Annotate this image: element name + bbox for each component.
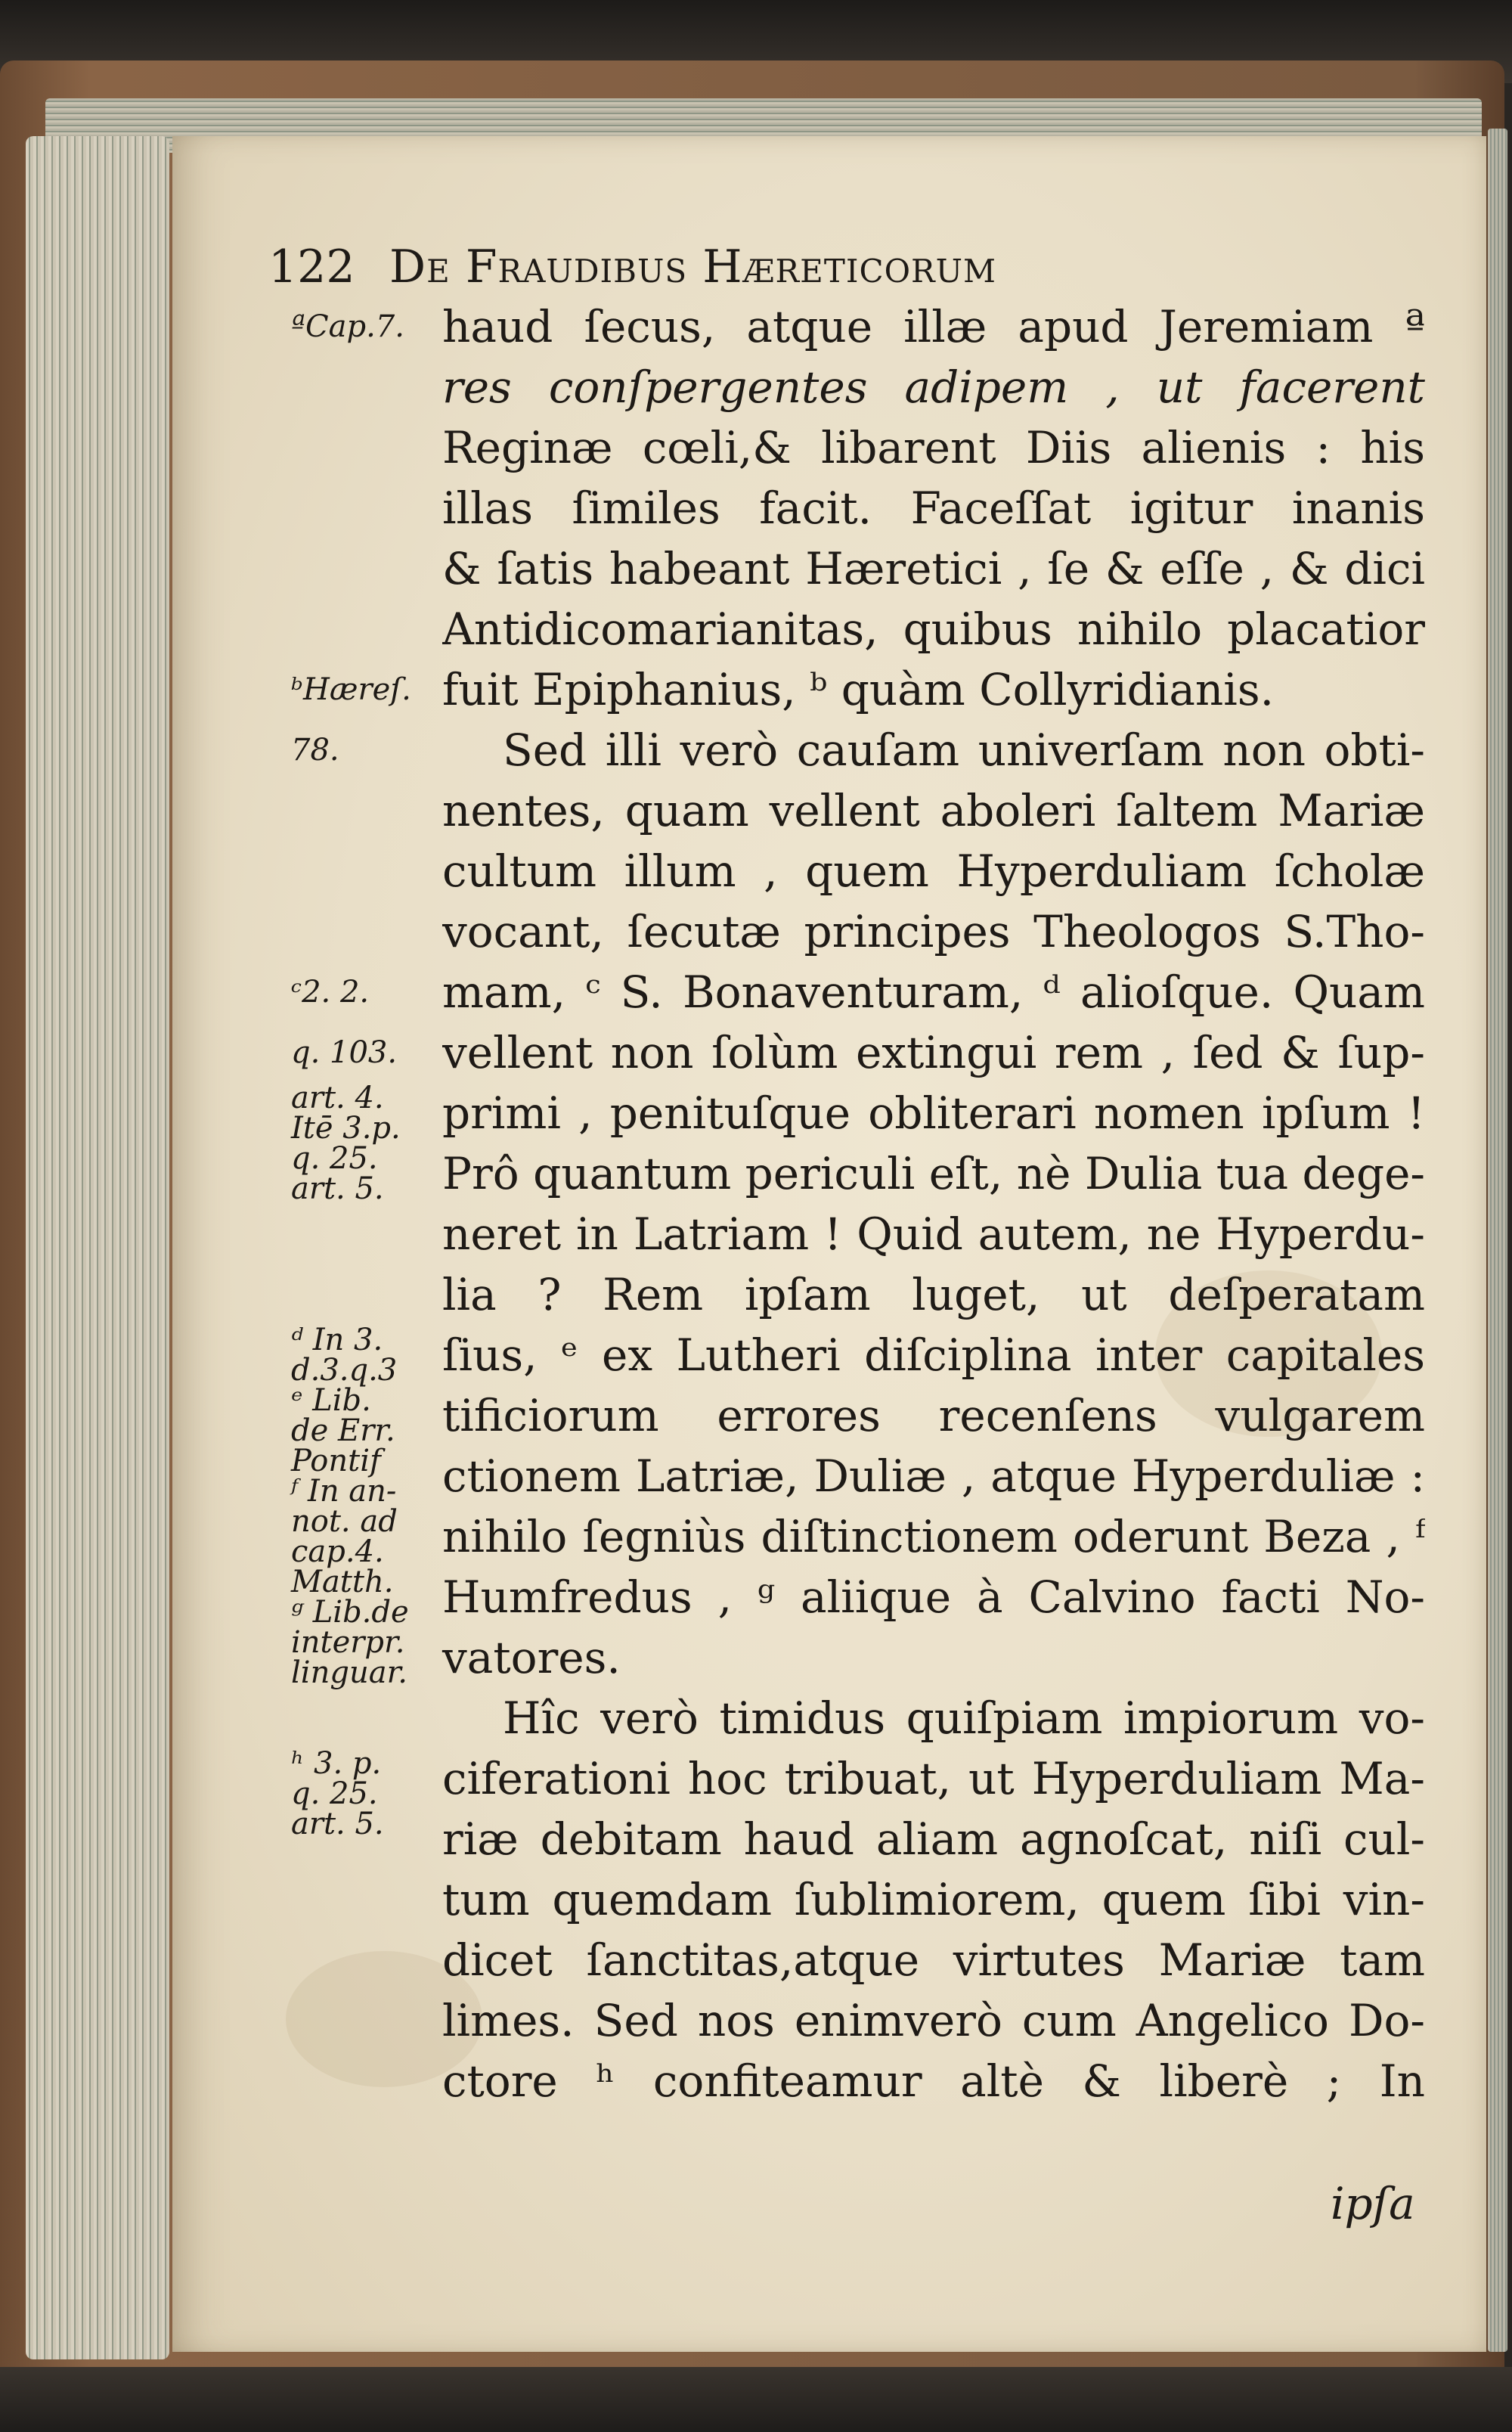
running-title: De Fraudibus Hæreticorum (389, 240, 997, 293)
page-edges-right (1488, 129, 1507, 2352)
margin-note: art. 4. (291, 1081, 384, 1115)
margin-spacer (291, 478, 457, 538)
margin-note: ʰ 3. p. (291, 1746, 382, 1781)
margin-spacer (291, 357, 457, 417)
margin-note: ᵇHæreſ. (291, 672, 411, 707)
text-line: mam, ᶜ S. Bonaventuram, ᵈ alioſque. Quam (442, 966, 1425, 1018)
margin-spacer (291, 901, 457, 962)
margin-note: Matth. (291, 1565, 394, 1599)
margin-spacer (291, 841, 457, 901)
text-line: lia ? Rem ipſam luget, ut deſperatam (442, 1269, 1425, 1320)
margin-note: ᶠ In an- (291, 1474, 397, 1509)
text-line: Prô quantum periculi eſt, nè Dulia tua dege- (442, 1148, 1425, 1199)
text-line: illas ſimiles facit. Faceſſat igitur inanis (442, 482, 1425, 534)
catchword: ipſa (1331, 2178, 1415, 2229)
margin-note: ªCap.7. (291, 309, 404, 344)
margin-note: ᵈ In 3. (291, 1323, 383, 1357)
margin-note: q. 103. (291, 1035, 398, 1070)
text-line: nihilo ſegniùs diſtinctionem oderunt Beza , ᶠ (442, 1511, 1425, 1562)
text-line: neret in Latriam ! Quid autem, ne Hyperdu- (442, 1208, 1425, 1260)
text-line: ſius, ᵉ ex Lutheri diſciplina inter capitales (442, 1329, 1425, 1381)
margin-note: interpr. (291, 1625, 405, 1660)
text-line: haud ſecus, atque illæ apud Jeremiam ª (442, 301, 1425, 352)
text-line: riæ debitam haud aliam agnoſcat, niſi cul- (442, 1813, 1425, 1865)
text-line: Sed illi verò cauſam univerſam non obti- (503, 724, 1425, 776)
main-text (442, 296, 1425, 2111)
margin-note: ᶜ2. 2. (291, 975, 370, 1010)
margin-note: de Err. (291, 1413, 395, 1448)
margin-spacer (291, 538, 457, 599)
margin-note: linguar. (291, 1655, 408, 1690)
margin-note: art. 5. (291, 1807, 384, 1841)
text-line: dicet ſanctitas,atque virtutes Mariæ tam (442, 1934, 1425, 1986)
running-header (268, 240, 1312, 298)
text-line: nentes, quam vellent aboleri ſaltem Mariæ (442, 785, 1425, 836)
margin-note: Pontif (291, 1444, 381, 1478)
text-line: limes. Sed nos enimverò cum Angelico Do- (442, 1995, 1425, 2046)
text-line: cultum illum , quem Hyperduliam ſcholæ (442, 845, 1425, 897)
margin-spacer (291, 1264, 457, 1325)
margin-note: Itē 3.p. (291, 1111, 401, 1146)
margin-note: 78. (291, 733, 339, 768)
text-line: ctionem Latriæ, Duliæ , atque Hyperduliæ : (442, 1450, 1425, 1502)
margin-note: d.3.q.3 (291, 1353, 398, 1388)
text-line: fuit Epiphanius, ᵇ quàm Collyridianis. (442, 664, 1275, 715)
text-line: vellent non ſolùm extingui rem , ſed & ſup- (442, 1027, 1425, 1078)
page-number: 122 (268, 240, 355, 293)
margin-spacer (291, 1204, 457, 1264)
margin-note: ᵍ Lib.de (291, 1595, 409, 1630)
margin-note: ᵉ Lib. (291, 1383, 371, 1418)
text-line: vocant, ſecutæ principes Theologos S.Tho- (442, 906, 1425, 957)
text-line: tum quemdam ſublimiorem, quem ſibi vin- (442, 1874, 1425, 1925)
text-line: & ſatis habeant Hæretici , ſe & eſſe , & dici (442, 543, 1425, 594)
text-line: res conſpergentes adipem , ut facerent (442, 361, 1425, 413)
margin-spacer (291, 780, 457, 841)
background-bottom (0, 2367, 1512, 2432)
margin-note: not. ad (291, 1504, 398, 1539)
text-line: Hîc verò timidus quiſpiam impiorum vo- (503, 1692, 1425, 1744)
margin-note: q. 25. (291, 1141, 378, 1176)
margin-note: q. 25. (291, 1776, 378, 1811)
text-line: primi , penituſque obliterari nomen ipſum ! (442, 1087, 1425, 1139)
text-line: vatores. (442, 1632, 621, 1683)
text-line: ctore ʰ confiteamur altè & liberè ; In (442, 2055, 1425, 2107)
margin-note: art. 5. (291, 1171, 384, 1206)
text-line: ciferationi hoc tribuat, ut Hyperduliam Ma- (442, 1753, 1425, 1804)
text-line: Antidicomarianitas, quibus nihilo placatior (442, 603, 1425, 655)
margin-spacer (291, 417, 457, 478)
text-line: Humfredus , ᵍ aliique à Calvino facti No- (442, 1571, 1425, 1623)
margin-spacer (291, 599, 457, 659)
margin-spacer (291, 1688, 457, 1748)
margin-notes (291, 296, 457, 1839)
text-line: tificiorum errores recenſens vulgarem (442, 1390, 1425, 1441)
page-edges-left (26, 136, 169, 2359)
text-line: Reginæ cœli,& libarent Diis alienis : his (442, 422, 1425, 473)
margin-note: cap.4. (291, 1534, 384, 1569)
